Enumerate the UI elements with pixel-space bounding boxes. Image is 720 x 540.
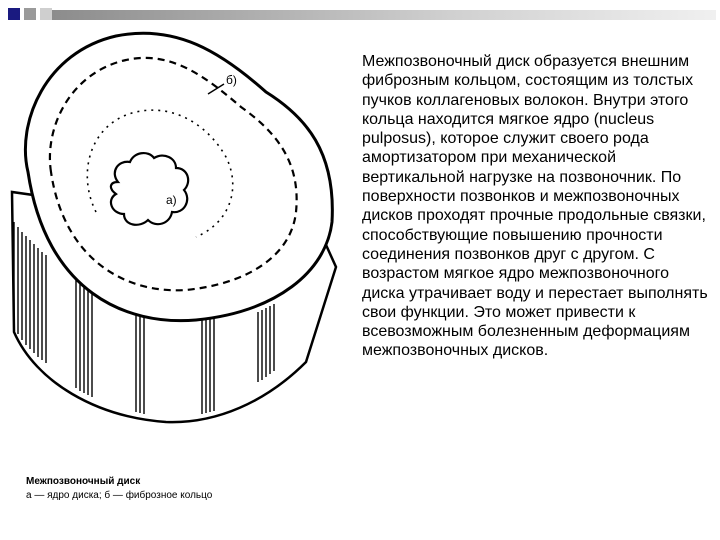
figure-caption [26,475,346,503]
slide-decoration-bar [52,10,716,20]
disc-illustration [6,22,354,510]
slide-decoration-squares [8,8,52,22]
deco-square [40,8,52,20]
figure-caption-legend: а — ядро диска; б — фиброзное кольцо [26,490,213,501]
disc-drawing [6,22,354,510]
nucleus-label: а) [166,193,177,207]
description-paragraph: Межпозвоночный диск образуется внешним фиброзным кольцом, состоящим из толстых пучков коллагеновых волокон. Внутри этого кольца находится мягкое ядро (nucleus pulposus), которое служит своего рода амортизатором при механической вертикальной нагрузке на позвоночник. По поверхности позвонков и межпозвоночных дисков проходят прочные продольные связки, способствующие повышению прочности соединения позвонков друг с другом. С возрастом мягкое ядро межпозвоночного диска утрачивает воду и перестает выполнять свои функции. Это может привести к всевозможным болезненным деформациям межпозвоночных дисков. [362,53,708,360]
deco-square [8,8,20,20]
annulus-label: б) [226,73,237,87]
deco-square [24,8,36,20]
figure-caption-title: Межпозвоночный диск [26,476,141,487]
